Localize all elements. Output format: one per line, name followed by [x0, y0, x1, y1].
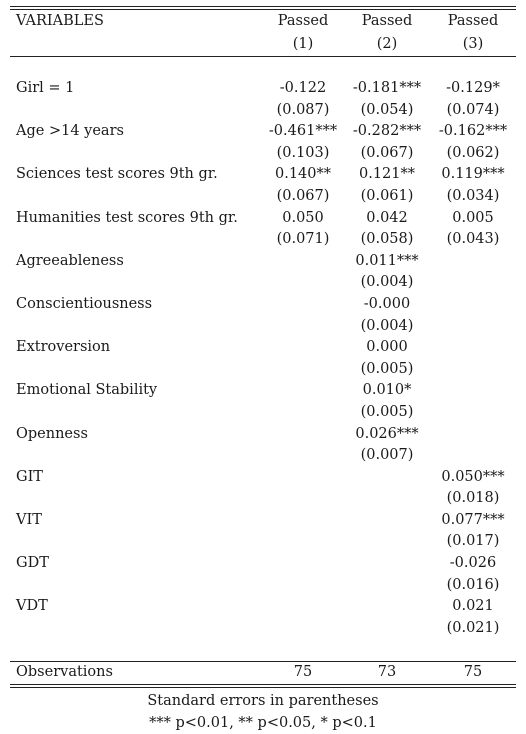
- standard-error-cell: (0.005): [360, 360, 414, 377]
- coefficient-row: [10, 380, 516, 402]
- column-2-number: (2): [376, 36, 398, 52]
- variable-label: Agreeableness: [16, 252, 124, 269]
- column-3-number: (3): [462, 36, 484, 52]
- coefficient-cell: -0.461***: [268, 123, 338, 140]
- standard-error-cell: [344, 618, 430, 640]
- column-3-name: Passed: [447, 13, 499, 29]
- standard-error-row: [10, 359, 516, 381]
- coefficient-cell: -0.122: [279, 80, 327, 96]
- standard-error-cell: [430, 402, 516, 424]
- standard-error-row: [10, 618, 516, 640]
- variable-label: Age >14 years: [16, 123, 124, 140]
- variable-label: Girl = 1: [16, 80, 75, 96]
- coefficient-cell: -0.129*: [446, 80, 500, 96]
- coefficient-cell: -0.282***: [352, 123, 422, 140]
- coefficient-cell: [262, 337, 344, 359]
- standard-error-row: [10, 402, 516, 424]
- notes-significance: *** p<0.01, ** p<0.05, * p<0.1: [149, 715, 377, 732]
- standard-error-cell: (0.067): [360, 144, 414, 161]
- coefficient-cell: [262, 294, 344, 316]
- standard-error-cell: [262, 402, 344, 424]
- standard-error-cell: [430, 359, 516, 381]
- coefficient-row: [10, 121, 516, 143]
- coefficient-cell: 0.010*: [362, 382, 412, 399]
- coefficient-cell: [430, 294, 516, 316]
- standard-error-cell: (0.103): [276, 144, 330, 161]
- standard-error-cell: (0.017): [446, 533, 500, 550]
- spacer-row: [10, 639, 516, 661]
- standard-error-cell: (0.087): [276, 101, 330, 118]
- coefficient-cell: [262, 251, 344, 273]
- coefficient-row: [10, 164, 516, 186]
- standard-error-row: [10, 488, 516, 510]
- standard-error-cell: [344, 488, 430, 510]
- coefficient-cell: [344, 467, 430, 489]
- standard-error-cell: [430, 316, 516, 338]
- variables-header: VARIABLES: [16, 13, 104, 29]
- table-notes: [10, 690, 516, 734]
- standard-error-cell: [262, 316, 344, 338]
- variable-label: Extroversion: [16, 339, 111, 356]
- coefficient-row: [10, 251, 516, 273]
- header-row: [10, 10, 516, 33]
- standard-error-row: [10, 445, 516, 467]
- coefficient-cell: 0.021: [452, 598, 494, 615]
- standard-error-cell: (0.021): [446, 619, 500, 636]
- standard-error-row: [10, 272, 516, 294]
- standard-error-cell: (0.067): [276, 187, 330, 204]
- coefficient-cell: 0.042: [366, 209, 408, 226]
- standard-error-cell: (0.061): [360, 187, 414, 204]
- coefficient-cell: [262, 467, 344, 489]
- standard-error-cell: [344, 575, 430, 597]
- observations-row: [10, 662, 516, 684]
- coefficient-row: [10, 337, 516, 359]
- variable-label: VIT: [16, 511, 42, 528]
- standard-error-row: [10, 143, 516, 165]
- standard-error-cell: (0.016): [446, 576, 500, 593]
- coefficient-cell: 0.011***: [355, 252, 419, 269]
- observations-value-1: 75: [293, 664, 313, 681]
- observations-table: [10, 662, 516, 684]
- header-number-row: [10, 33, 516, 56]
- coefficient-row: [10, 78, 516, 100]
- standard-error-cell: (0.018): [446, 490, 500, 507]
- coefficient-row: [10, 467, 516, 489]
- variable-label: GIT: [16, 468, 43, 485]
- coefficient-cell: [430, 424, 516, 446]
- spacer-row: [10, 57, 516, 78]
- variable-label: Openness: [16, 425, 88, 442]
- standard-error-cell: (0.058): [360, 231, 414, 248]
- coefficient-cell: 0.050***: [441, 468, 505, 485]
- coefficient-cell: 0.026***: [355, 425, 419, 442]
- standard-error-cell: (0.034): [446, 187, 500, 204]
- standard-error-row: [10, 575, 516, 597]
- bottom-rule-inner: [10, 687, 516, 688]
- column-1-number: (1): [292, 36, 314, 52]
- coefficient-cell: -0.000: [363, 295, 411, 312]
- standard-error-cell: [262, 531, 344, 553]
- observations-value-3: 75: [463, 664, 483, 681]
- standard-error-cell: [344, 531, 430, 553]
- coefficient-cell: [430, 380, 516, 402]
- variable-label: Humanities test scores 9th gr.: [16, 209, 238, 226]
- standard-error-cell: (0.071): [276, 231, 330, 248]
- regression-table: [10, 6, 516, 734]
- coefficients-table: [10, 57, 516, 661]
- standard-error-row: [10, 186, 516, 208]
- coefficient-cell: 0.121**: [358, 166, 415, 183]
- coefficient-cell: [344, 510, 430, 532]
- variable-label: Sciences test scores 9th gr.: [16, 166, 218, 183]
- coefficient-cell: [262, 510, 344, 532]
- standard-error-row: [10, 100, 516, 122]
- regression-table-body: [10, 10, 516, 56]
- variable-label: Conscientiousness: [16, 295, 153, 312]
- variable-label: GDT: [16, 555, 49, 572]
- standard-error-cell: (0.004): [360, 274, 414, 291]
- standard-error-cell: [430, 272, 516, 294]
- coefficient-row: [10, 208, 516, 230]
- coefficient-cell: 0.000: [366, 339, 408, 356]
- coefficient-cell: -0.181***: [352, 80, 422, 96]
- coefficient-row: [10, 424, 516, 446]
- coefficient-cell: 0.140**: [274, 166, 331, 183]
- coefficient-cell: 0.005: [452, 209, 494, 226]
- standard-error-row: [10, 229, 516, 251]
- observations-label: Observations: [16, 664, 113, 681]
- standard-error-cell: (0.004): [360, 317, 414, 334]
- coefficient-cell: [430, 251, 516, 273]
- standard-error-cell: (0.054): [360, 101, 414, 118]
- standard-error-cell: [262, 359, 344, 381]
- coefficient-row: [10, 553, 516, 575]
- observations-value-2: 73: [377, 664, 397, 681]
- coefficient-cell: [262, 424, 344, 446]
- standard-error-cell: [262, 272, 344, 294]
- standard-error-row: [10, 316, 516, 338]
- coefficient-row: [10, 294, 516, 316]
- coefficient-cell: [344, 553, 430, 575]
- coefficient-cell: -0.162***: [438, 123, 508, 140]
- coefficient-cell: [430, 337, 516, 359]
- standard-error-cell: [262, 575, 344, 597]
- standard-error-cell: [262, 618, 344, 640]
- standard-error-cell: (0.007): [360, 447, 414, 464]
- coefficient-cell: [344, 596, 430, 618]
- coefficient-cell: [262, 596, 344, 618]
- variable-label: VDT: [16, 598, 48, 615]
- coefficient-row: [10, 596, 516, 618]
- coefficient-row: [10, 510, 516, 532]
- coefficient-cell: 0.119***: [441, 166, 505, 183]
- coefficient-cell: 0.077***: [441, 511, 505, 528]
- standard-error-cell: (0.005): [360, 403, 414, 420]
- standard-error-row: [10, 531, 516, 553]
- standard-error-cell: [262, 488, 344, 510]
- standard-error-cell: (0.074): [446, 101, 500, 118]
- column-2-name: Passed: [361, 13, 413, 29]
- standard-error-cell: (0.043): [446, 231, 500, 248]
- notes-standard-errors: Standard errors in parentheses: [147, 693, 379, 710]
- coefficient-cell: -0.026: [449, 555, 497, 572]
- standard-error-cell: (0.062): [446, 144, 500, 161]
- coefficient-cell: 0.050: [282, 209, 324, 226]
- standard-error-cell: [430, 445, 516, 467]
- coefficient-cell: [262, 380, 344, 402]
- coefficient-cell: [262, 553, 344, 575]
- variable-label: Emotional Stability: [16, 382, 158, 399]
- standard-error-cell: [262, 445, 344, 467]
- column-1-name: Passed: [277, 13, 329, 29]
